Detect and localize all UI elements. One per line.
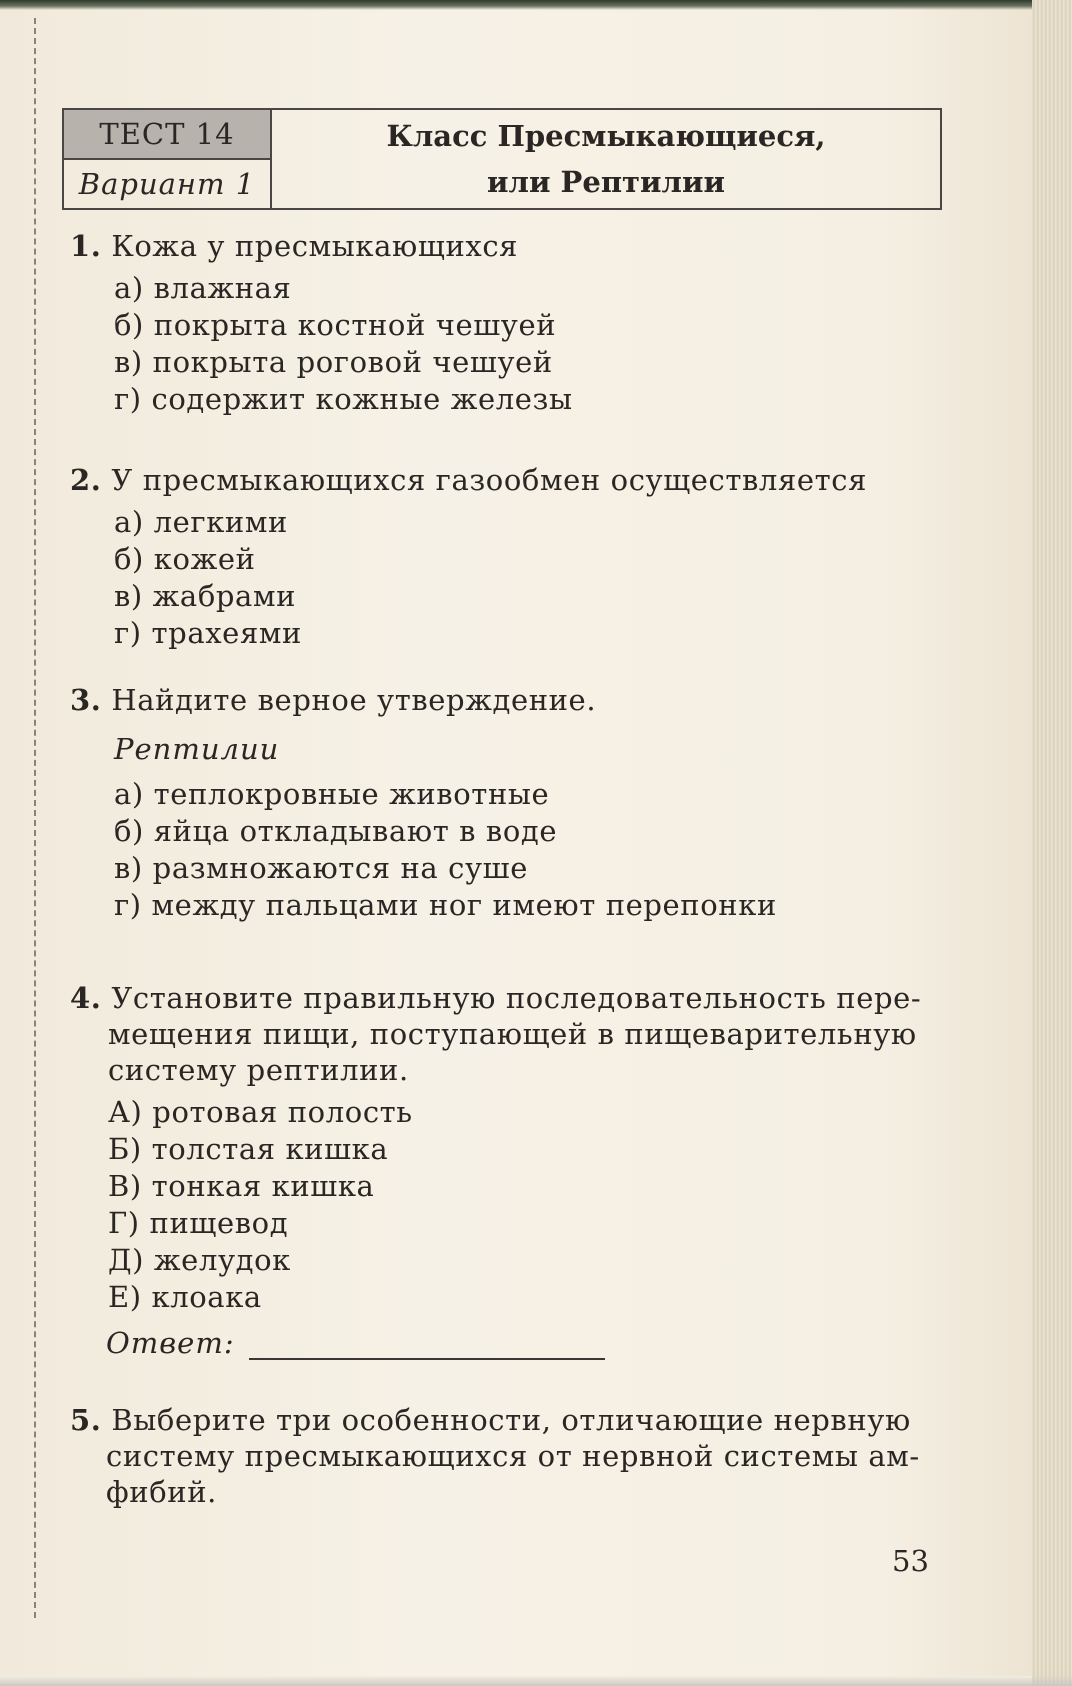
- question-number: 5.: [70, 1403, 102, 1437]
- question-number: 2.: [70, 463, 102, 497]
- question-subheading: Рептилии: [114, 732, 280, 766]
- option-a[interactable]: а) легкими: [114, 505, 288, 539]
- option-g[interactable]: г) содержит кожные железы: [114, 382, 573, 416]
- question-stem: [70, 228, 950, 264]
- question-text: Кожа у пресмыкающихся: [111, 229, 519, 263]
- option-b[interactable]: б) покрыта костной чешуей: [114, 308, 557, 342]
- question-text-line-2: систему пресмыкающихся от нервной системы ам-: [106, 1439, 920, 1473]
- question-stem: [70, 1402, 950, 1438]
- question-stem: [70, 682, 950, 718]
- page-stack-edge: [1032, 0, 1072, 1686]
- question-text: Найдите верное утверждение.: [111, 683, 597, 717]
- options-list: [114, 776, 950, 924]
- dashed-cut-line: [34, 18, 36, 1618]
- question-number: 1.: [70, 229, 102, 263]
- question-text-line-1: Выберите три особенности, отличающие нервную: [111, 1403, 911, 1437]
- question-stem: [70, 980, 950, 1016]
- question-1: [70, 228, 950, 418]
- question-4: [70, 980, 950, 1360]
- test-label: ТЕСТ 14: [64, 110, 270, 160]
- question-2: [70, 462, 950, 652]
- option-a[interactable]: а) влажная: [114, 271, 292, 305]
- test-id-block: [64, 110, 272, 208]
- question-text: У пресмыкающихся газообмен осуществляется: [111, 463, 867, 497]
- option-v[interactable]: в) жабрами: [114, 579, 297, 613]
- sequence-item-G: Г) пищевод: [108, 1206, 289, 1240]
- question-text-line-2: мещения пищи, поступающей в пищеварительную: [108, 1017, 917, 1051]
- test-title: [272, 110, 940, 208]
- option-b[interactable]: б) кожей: [114, 542, 256, 576]
- sequence-item-A: А) ротовая полость: [108, 1095, 413, 1129]
- question-3: [70, 682, 950, 924]
- option-a[interactable]: а) теплокровные животные: [114, 777, 550, 811]
- sequence-item-V: В) тонкая кишка: [108, 1169, 375, 1203]
- question-text-line-3: систему рептилии.: [108, 1053, 409, 1087]
- question-text-line-1: Установите правильную последовательность пере-: [111, 981, 922, 1015]
- option-v[interactable]: в) покрыта роговой чешуей: [114, 345, 553, 379]
- question-text-line-3: фибий.: [106, 1475, 217, 1509]
- title-line-1: Класс Пресмыкающиеся,: [386, 119, 826, 153]
- sequence-item-B: Б) толстая кишка: [108, 1132, 389, 1166]
- answer-row: [106, 1326, 950, 1360]
- answer-label: Ответ:: [106, 1326, 235, 1360]
- variant-label: Вариант 1: [78, 167, 256, 201]
- question-5: [70, 1402, 950, 1510]
- title-line-2: или Рептилии: [487, 165, 725, 199]
- option-b[interactable]: б) яйца откладывают в воде: [114, 814, 558, 848]
- answer-field[interactable]: [249, 1330, 605, 1360]
- option-g[interactable]: г) между пальцами ног имеют перепонки: [114, 888, 777, 922]
- options-list: [114, 504, 950, 652]
- sequence-items: [108, 1094, 950, 1316]
- option-g[interactable]: г) трахеями: [114, 616, 302, 650]
- question-stem: [70, 462, 950, 498]
- test-header: [62, 108, 942, 210]
- option-v[interactable]: в) размножаются на суше: [114, 851, 528, 885]
- page-bottom-edge: [0, 1676, 1072, 1686]
- sequence-item-D: Д) желудок: [108, 1243, 291, 1277]
- sequence-item-E: Е) клоака: [108, 1280, 262, 1314]
- page-number: 53: [892, 1544, 929, 1578]
- options-list: [114, 270, 950, 418]
- page-top-edge: [0, 0, 1072, 10]
- question-number: 4.: [70, 981, 102, 1015]
- question-number: 3.: [70, 683, 102, 717]
